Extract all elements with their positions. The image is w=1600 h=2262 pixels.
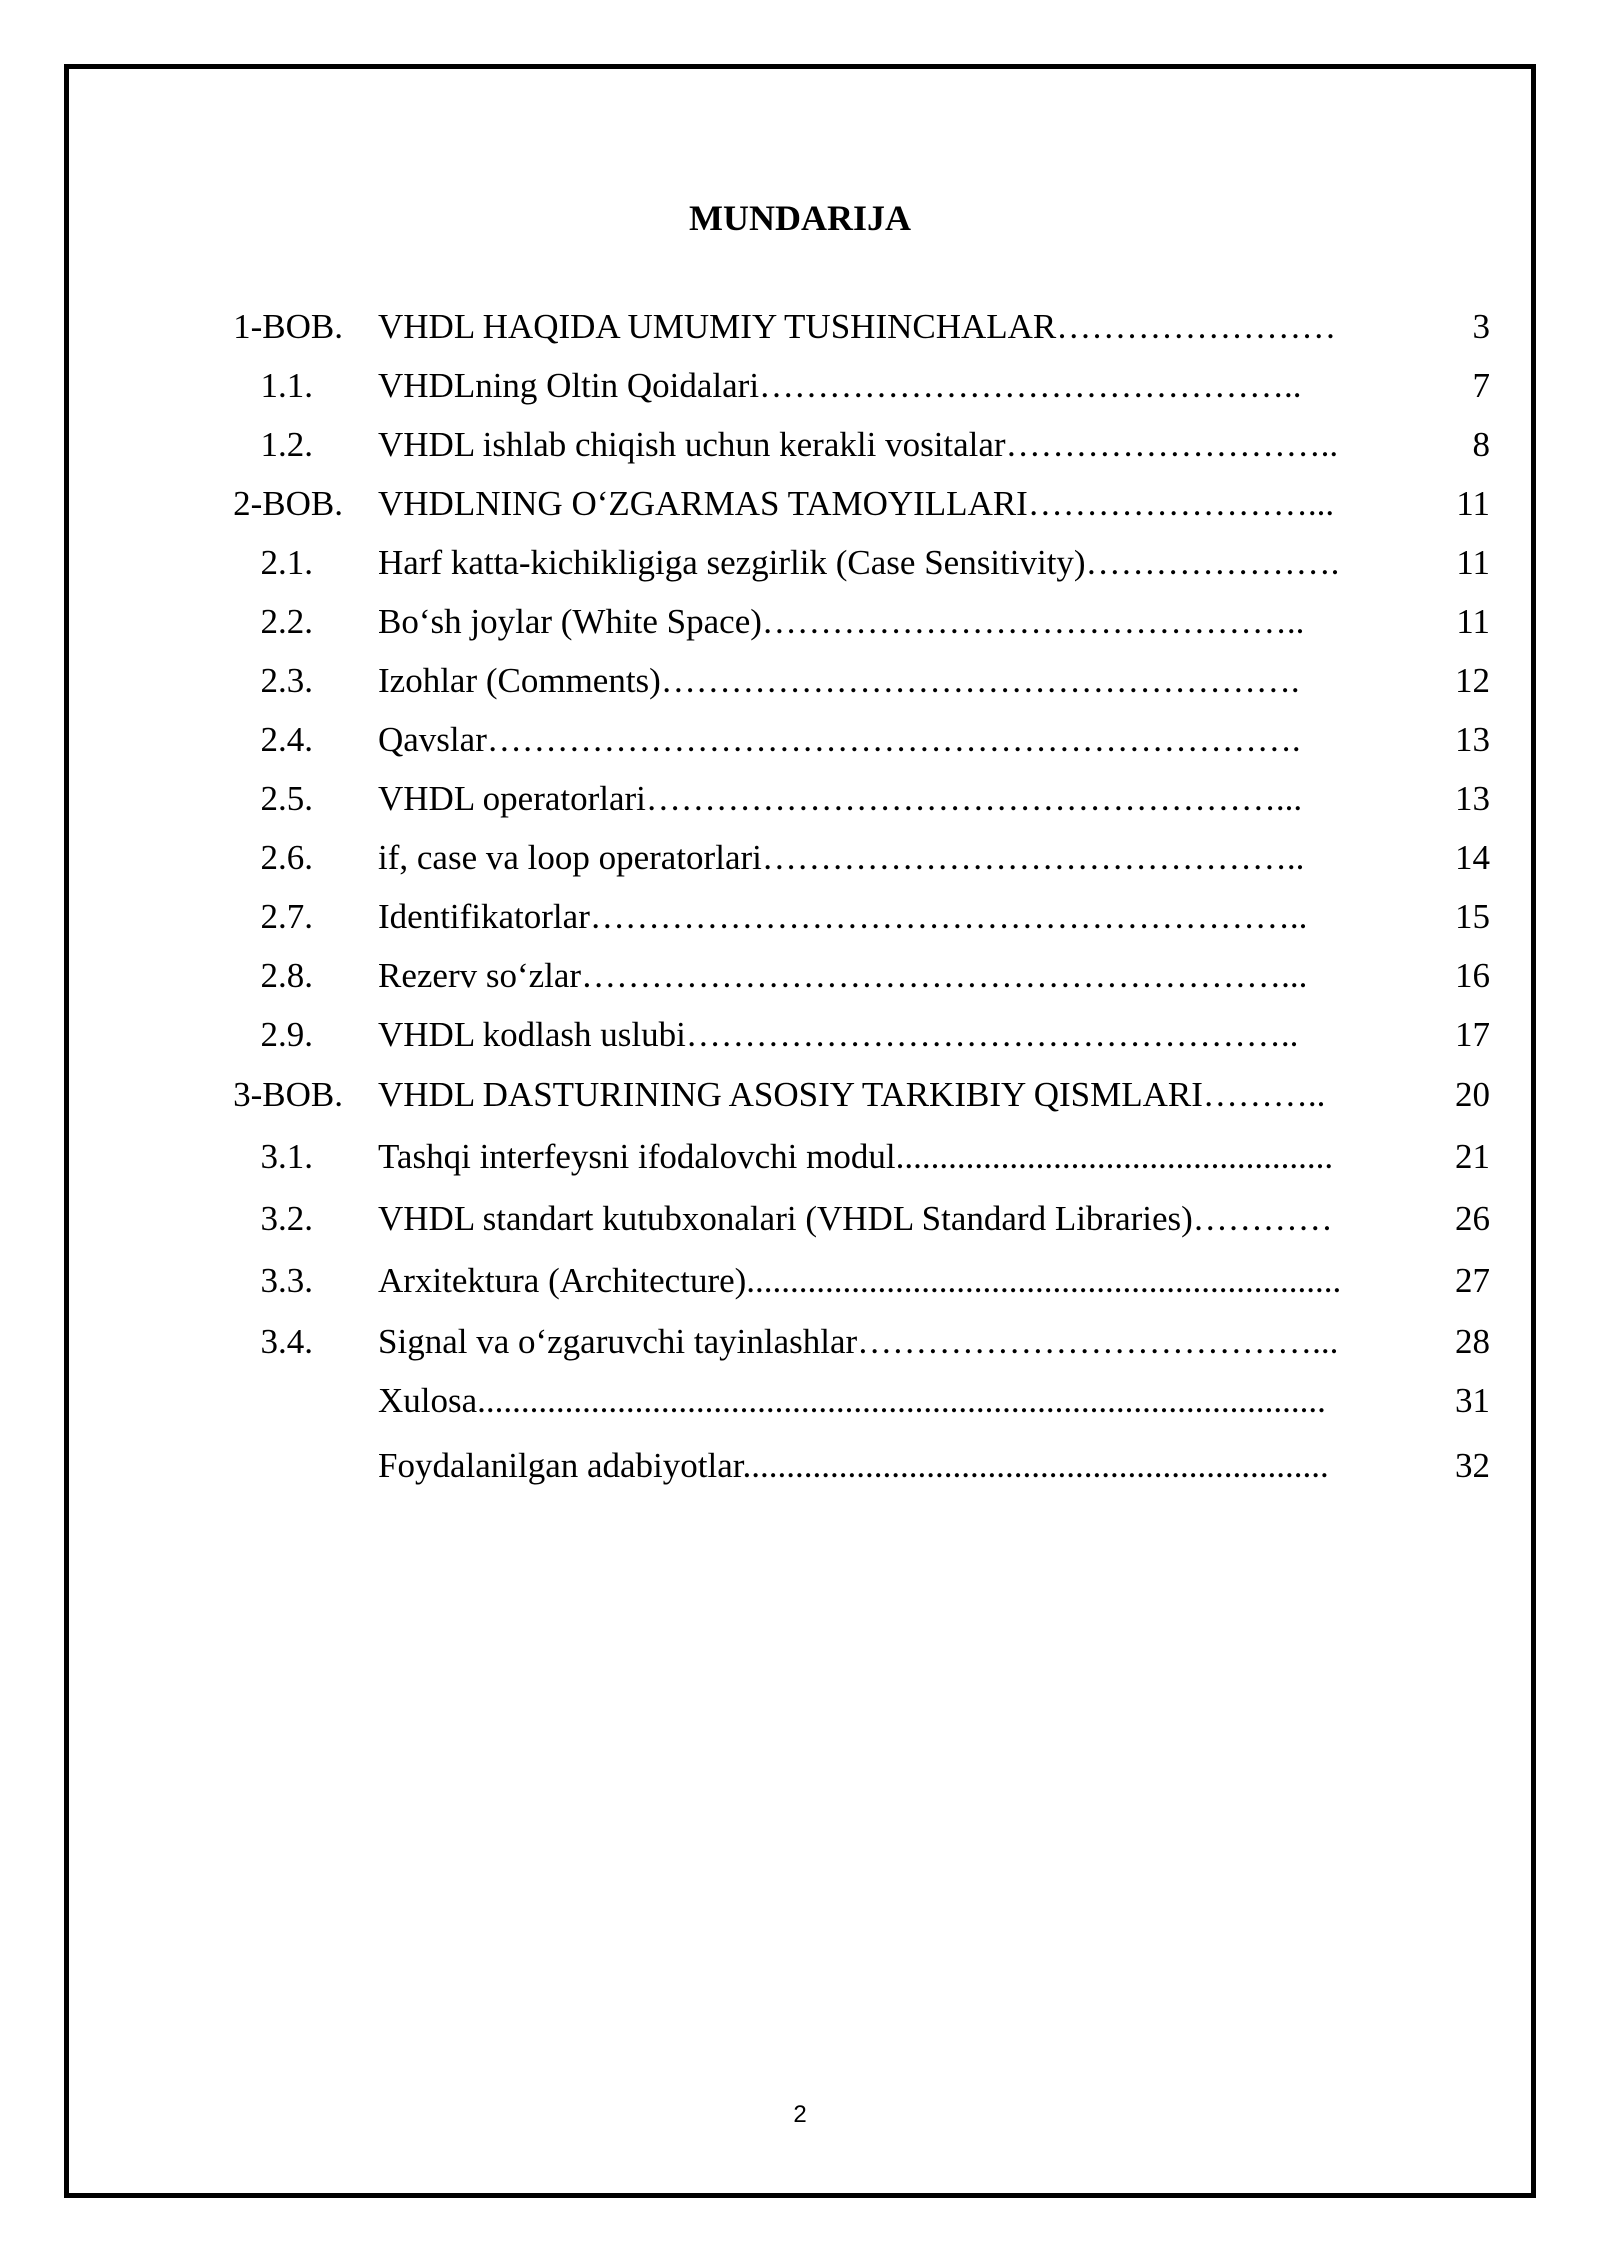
toc-entry-number: 2.4. — [260, 720, 313, 759]
toc-entry — [0, 1064, 1600, 1126]
toc-entry — [0, 828, 1600, 887]
toc-entry-title: VHDL HAQIDA UMUMIY TUSHINCHALAR…………………… — [378, 307, 1337, 346]
toc-entry — [0, 592, 1600, 651]
toc-entry-number: 2.6. — [260, 838, 313, 877]
toc-entry — [0, 1436, 1600, 1495]
toc-entry-title: Xulosa................................................................................................. — [378, 1381, 1326, 1420]
toc-entry-title: Arxitektura (Architecture).................................................................... — [378, 1261, 1342, 1300]
toc-entry-number: 3.2. — [260, 1199, 313, 1238]
toc-entry-page: 12 — [1455, 661, 1490, 700]
toc-entry — [0, 887, 1600, 946]
toc-entry-number: 2.5. — [260, 779, 313, 818]
page-number: 2 — [793, 2101, 807, 2128]
toc-entry-page: 15 — [1455, 897, 1490, 936]
toc-entry-title: Rezerv so‘zlar……………………………………………………... — [378, 956, 1308, 995]
toc-entry-page: 14 — [1455, 838, 1490, 877]
toc-entry-page: 13 — [1455, 779, 1490, 818]
toc-heading: MUNDARIJA — [689, 198, 911, 238]
toc-entry-page: 7 — [1472, 366, 1490, 405]
toc-entry-number: 3.4. — [260, 1322, 313, 1361]
toc-entry-page: 28 — [1455, 1322, 1490, 1361]
toc-entry-title: Tashqi interfeysni ifodalovchi modul.................................................. — [378, 1137, 1334, 1176]
toc-entry-page: 26 — [1455, 1199, 1490, 1238]
toc-entry-number: 2.7. — [260, 897, 313, 936]
toc-entry-number: 1-BOB. — [233, 307, 343, 346]
toc-entry-number: 2-BOB. — [233, 484, 343, 523]
toc-entry-page: 3 — [1472, 307, 1490, 346]
toc-entry-number: 2.8. — [260, 956, 313, 995]
toc-entry-title: VHDLNING O‘ZGARMAS TAMOYILLARI……………………... — [378, 484, 1335, 523]
toc-entry — [0, 710, 1600, 769]
toc-entry-page: 17 — [1455, 1015, 1490, 1054]
toc-entry-title: VHDL operatorlari………………………………………………... — [378, 779, 1303, 818]
toc-entry — [0, 1250, 1600, 1312]
toc-entry-page: 11 — [1456, 602, 1490, 641]
toc-entry-number: 1.2. — [260, 425, 313, 464]
toc-entry-title: VHDL kodlash uslubi…………………………………………….. — [378, 1015, 1299, 1054]
toc-entry-page: 11 — [1456, 543, 1490, 582]
toc-entry-page: 20 — [1455, 1075, 1490, 1114]
toc-entry — [0, 1312, 1600, 1371]
toc-entry — [0, 1188, 1600, 1250]
toc-entry-number: 3-BOB. — [233, 1075, 343, 1114]
toc-entry-number: 2.2. — [260, 602, 313, 641]
table-of-contents — [0, 297, 1600, 1495]
toc-entry — [0, 474, 1600, 533]
toc-entry-page: 11 — [1456, 484, 1490, 523]
toc-entry-title: VHDL standart kutubxonalari (VHDL Standard Libraries)………… — [378, 1199, 1333, 1238]
toc-entry-title: VHDL ishlab chiqish uchun kerakli vositalar……………………….. — [378, 425, 1339, 464]
toc-entry-number: 3.1. — [260, 1137, 313, 1176]
toc-entry — [0, 1371, 1600, 1430]
toc-entry-page: 27 — [1455, 1261, 1490, 1300]
toc-entry-number: 2.1. — [260, 543, 313, 582]
toc-entry-page: 32 — [1455, 1446, 1490, 1485]
toc-entry — [0, 1126, 1600, 1188]
toc-entry-number: 3.3. — [260, 1261, 313, 1300]
toc-entry — [0, 769, 1600, 828]
toc-entry — [0, 946, 1600, 1005]
toc-entry-number: 1.1. — [260, 366, 313, 405]
toc-entry-title: Foydalanilgan adabiyotlar................................................................... — [378, 1446, 1329, 1485]
toc-entry-title: Signal va o‘zgaruvchi tayinlashlar…………………………………... — [378, 1322, 1339, 1361]
toc-entry-title: if, case va loop operatorlari……………………………………….. — [378, 838, 1305, 877]
toc-entry-title: Identifikatorlar…………………………………………………….. — [378, 897, 1308, 936]
toc-entry-page: 16 — [1455, 956, 1490, 995]
toc-entry-page: 31 — [1455, 1381, 1490, 1420]
toc-entry — [0, 651, 1600, 710]
toc-entry-title: Harf katta-kichikligiga sezgirlik (Case Sensitivity)…………………. — [378, 543, 1340, 582]
toc-entry-title: Izohlar (Comments)………………………………………………. — [378, 661, 1300, 700]
toc-entry-title: Bo‘sh joylar (White Space)……………………………………….. — [378, 602, 1305, 641]
toc-entry-title: Qavslar……………………………………………………………. — [378, 720, 1301, 759]
toc-entry — [0, 1005, 1600, 1064]
toc-entry-page: 13 — [1455, 720, 1490, 759]
toc-entry — [0, 533, 1600, 592]
toc-entry — [0, 415, 1600, 474]
toc-entry-number: 2.9. — [260, 1015, 313, 1054]
toc-entry-page: 21 — [1455, 1137, 1490, 1176]
toc-entry-title: VHDLning Oltin Qoidalari……………………………………….. — [378, 366, 1302, 405]
toc-entry-title: VHDL DASTURINING ASOSIY TARKIBIY QISMLARI……….. — [378, 1075, 1326, 1114]
toc-entry-number: 2.3. — [260, 661, 313, 700]
toc-entry — [0, 297, 1600, 356]
toc-entry — [0, 356, 1600, 415]
toc-entry-page: 8 — [1472, 425, 1490, 464]
